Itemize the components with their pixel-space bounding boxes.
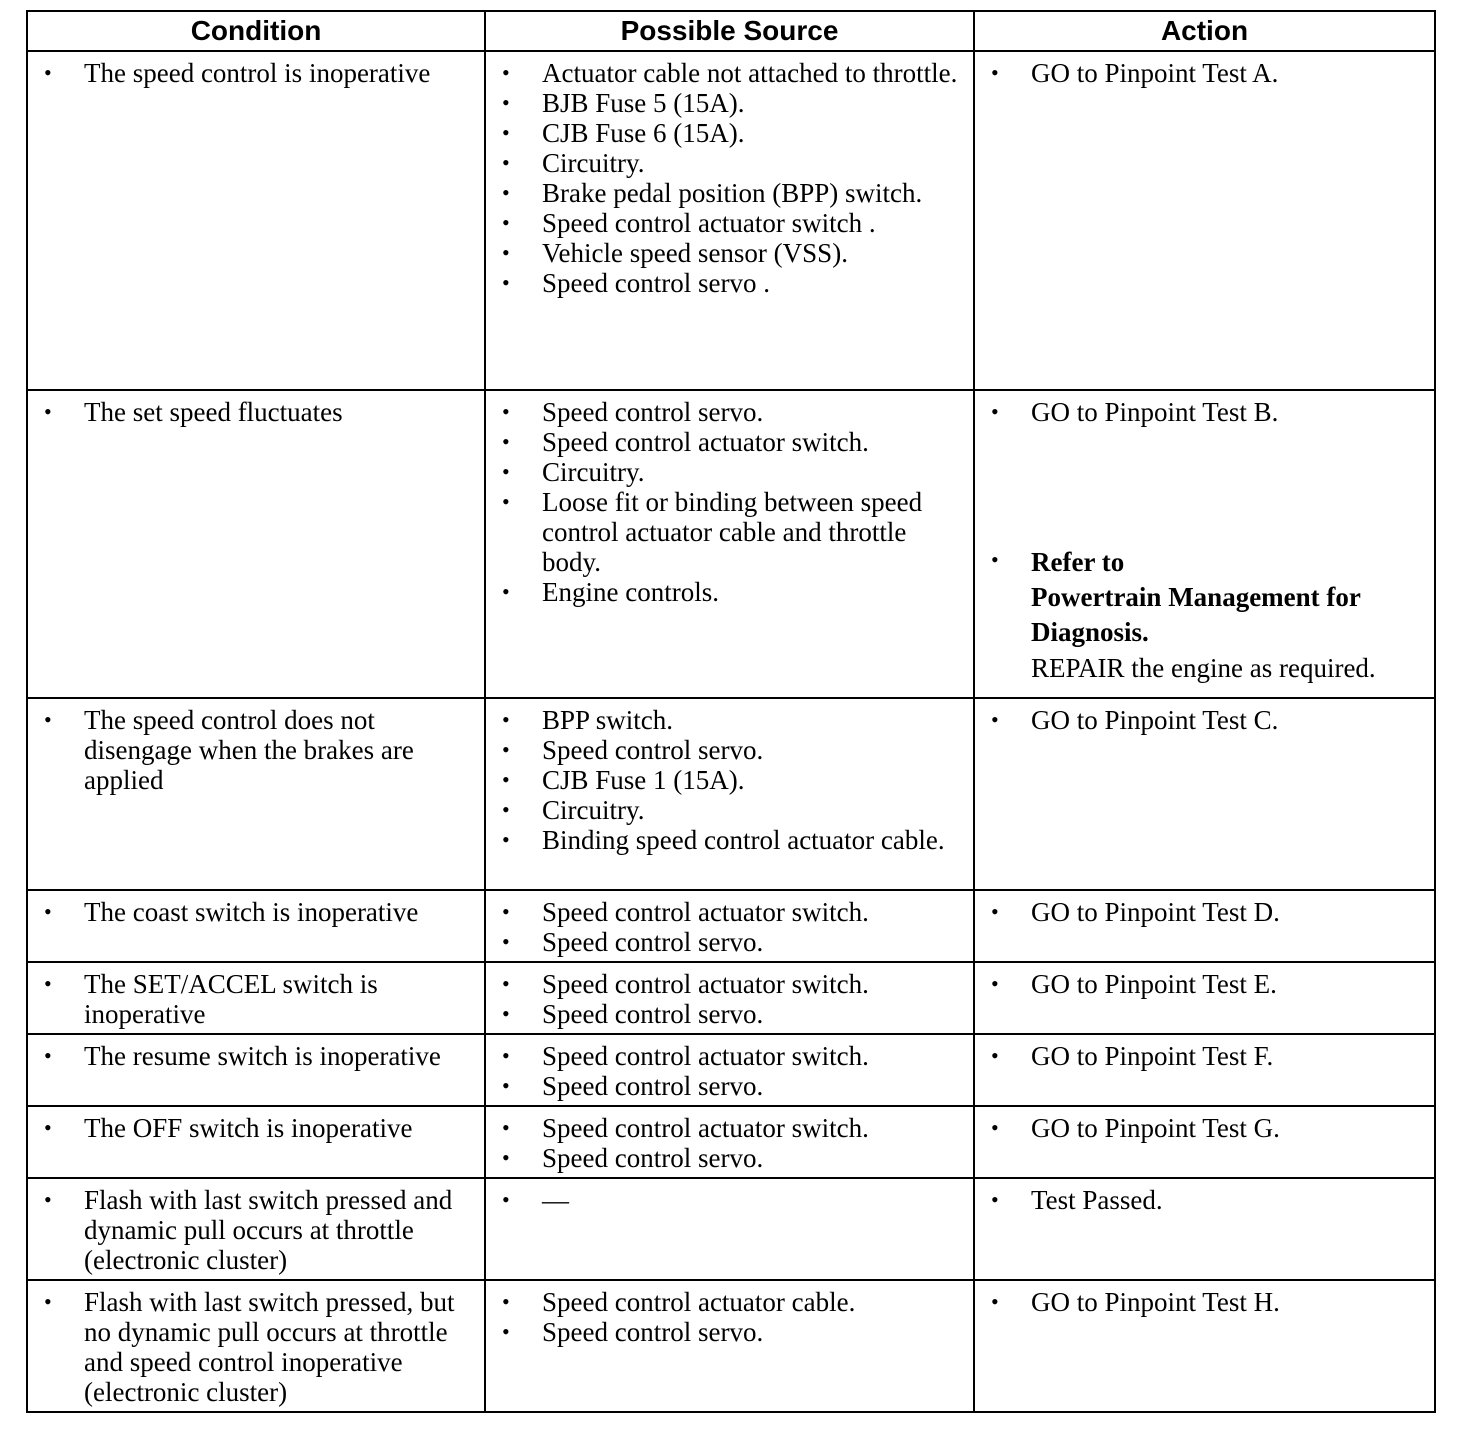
- action-cell: [974, 698, 1435, 890]
- condition-text: • The resume switch is inoperative: [28, 1041, 476, 1071]
- action-text: • GO to Pinpoint Test G.: [975, 1113, 1426, 1143]
- source-item: • Vehicle speed sensor (VSS).: [486, 238, 965, 268]
- table-row: [27, 1280, 1435, 1412]
- table-row: [27, 890, 1435, 962]
- condition-text: • Flash with last switch pressed, but no dynamic pull occurs at throttle and speed control inoperative (electronic cluster): [28, 1287, 476, 1407]
- source-item: • Circuitry.: [486, 148, 965, 178]
- condition-cell: [27, 698, 485, 890]
- source-cell: [485, 890, 974, 962]
- header-condition: Condition: [27, 11, 485, 51]
- diagnosis-table: [26, 10, 1436, 1413]
- source-item: • CJB Fuse 1 (15A).: [486, 765, 965, 795]
- source-item: • Speed control servo.: [486, 397, 965, 427]
- header-possible-source: Possible Source: [485, 11, 974, 51]
- source-item: • Speed control servo.: [486, 927, 965, 957]
- condition-cell: [27, 1178, 485, 1280]
- table-row: [27, 390, 1435, 698]
- source-item: • BJB Fuse 5 (15A).: [486, 88, 965, 118]
- source-item: • Speed control servo.: [486, 1071, 965, 1101]
- table-row: [27, 962, 1435, 1034]
- source-item: • Speed control servo.: [486, 735, 965, 765]
- action-text: • GO to Pinpoint Test F.: [975, 1041, 1426, 1071]
- header-row: [27, 11, 1435, 51]
- source-item: • —: [486, 1185, 965, 1215]
- table-row: [27, 1178, 1435, 1280]
- condition-cell: [27, 890, 485, 962]
- action-cell: [974, 1280, 1435, 1412]
- header-action: Action: [974, 11, 1435, 51]
- source-cell: [485, 698, 974, 890]
- source-item: • Actuator cable not attached to throttle.: [486, 58, 965, 88]
- source-item: • Speed control actuator switch.: [486, 427, 965, 457]
- source-item: • Speed control servo.: [486, 999, 965, 1029]
- action-cell: [974, 1178, 1435, 1280]
- source-cell: [485, 1178, 974, 1280]
- action-cell: [974, 962, 1435, 1034]
- source-item: • Circuitry.: [486, 795, 965, 825]
- source-cell: [485, 1034, 974, 1106]
- action-text: • GO to Pinpoint Test C.: [975, 705, 1426, 735]
- action-cell: [974, 51, 1435, 390]
- source-item: • Circuitry.: [486, 457, 965, 487]
- condition-text: • Flash with last switch pressed and dynamic pull occurs at throttle (electronic cluster): [28, 1185, 476, 1275]
- table-row: [27, 1106, 1435, 1178]
- action-text: • GO to Pinpoint Test H.: [975, 1287, 1426, 1317]
- table-row: [27, 51, 1435, 390]
- source-item: • Engine controls.: [486, 577, 965, 607]
- action-text: • Test Passed.: [975, 1185, 1426, 1215]
- source-cell: [485, 51, 974, 390]
- condition-text: • The coast switch is inoperative: [28, 897, 476, 927]
- refer-line-4: REPAIR the engine as required.: [1031, 653, 1376, 683]
- condition-text: • The speed control does not disengage when the brakes are applied: [28, 705, 476, 795]
- condition-text: • The OFF switch is inoperative: [28, 1113, 476, 1143]
- action-text: • GO to Pinpoint Test A.: [975, 58, 1426, 88]
- condition-cell: [27, 1106, 485, 1178]
- source-item: • BPP switch.: [486, 705, 965, 735]
- action-cell: [974, 890, 1435, 962]
- source-item: • Loose fit or binding between speed control actuator cable and throttle body.: [486, 487, 965, 577]
- condition-text: • The SET/ACCEL switch is inoperative: [28, 969, 476, 1029]
- source-item: • Binding speed control actuator cable.: [486, 825, 965, 855]
- action-text: • GO to Pinpoint Test E.: [975, 969, 1426, 999]
- action-text: • GO to Pinpoint Test B.: [975, 397, 1426, 427]
- source-item: • Speed control actuator cable.: [486, 1287, 965, 1317]
- condition-text: • The set speed fluctuates: [28, 397, 476, 427]
- source-item: • Speed control actuator switch.: [486, 1113, 965, 1143]
- condition-cell: [27, 1280, 485, 1412]
- condition-cell: [27, 1034, 485, 1106]
- condition-cell: [27, 962, 485, 1034]
- source-item: • Speed control servo.: [486, 1317, 965, 1347]
- refer-line-3: Diagnosis.: [1031, 617, 1149, 647]
- source-item: • CJB Fuse 6 (15A).: [486, 118, 965, 148]
- action-cell: [974, 1034, 1435, 1106]
- table-row: [27, 1034, 1435, 1106]
- condition-text: • The speed control is inoperative: [28, 58, 476, 88]
- source-item: • Speed control actuator switch.: [486, 969, 965, 999]
- source-item: • Speed control servo.: [486, 1143, 965, 1173]
- refer-line-1: • Refer to: [1031, 547, 1125, 577]
- condition-cell: [27, 390, 485, 698]
- source-item: • Speed control actuator switch.: [486, 1041, 965, 1071]
- source-item: • Speed control actuator switch .: [486, 208, 965, 238]
- table-row: [27, 698, 1435, 890]
- source-cell: [485, 1280, 974, 1412]
- action-text: • GO to Pinpoint Test D.: [975, 897, 1426, 927]
- source-cell: [485, 390, 974, 698]
- source-item: • Brake pedal position (BPP) switch.: [486, 178, 965, 208]
- condition-cell: [27, 51, 485, 390]
- action-cell: [974, 390, 1435, 698]
- action-cell: [974, 1106, 1435, 1178]
- refer-line-2: Powertrain Management for: [1031, 582, 1361, 612]
- action-refer: [975, 545, 1426, 686]
- source-cell: [485, 962, 974, 1034]
- source-item: • Speed control servo .: [486, 268, 965, 298]
- source-cell: [485, 1106, 974, 1178]
- source-item: • Speed control actuator switch.: [486, 897, 965, 927]
